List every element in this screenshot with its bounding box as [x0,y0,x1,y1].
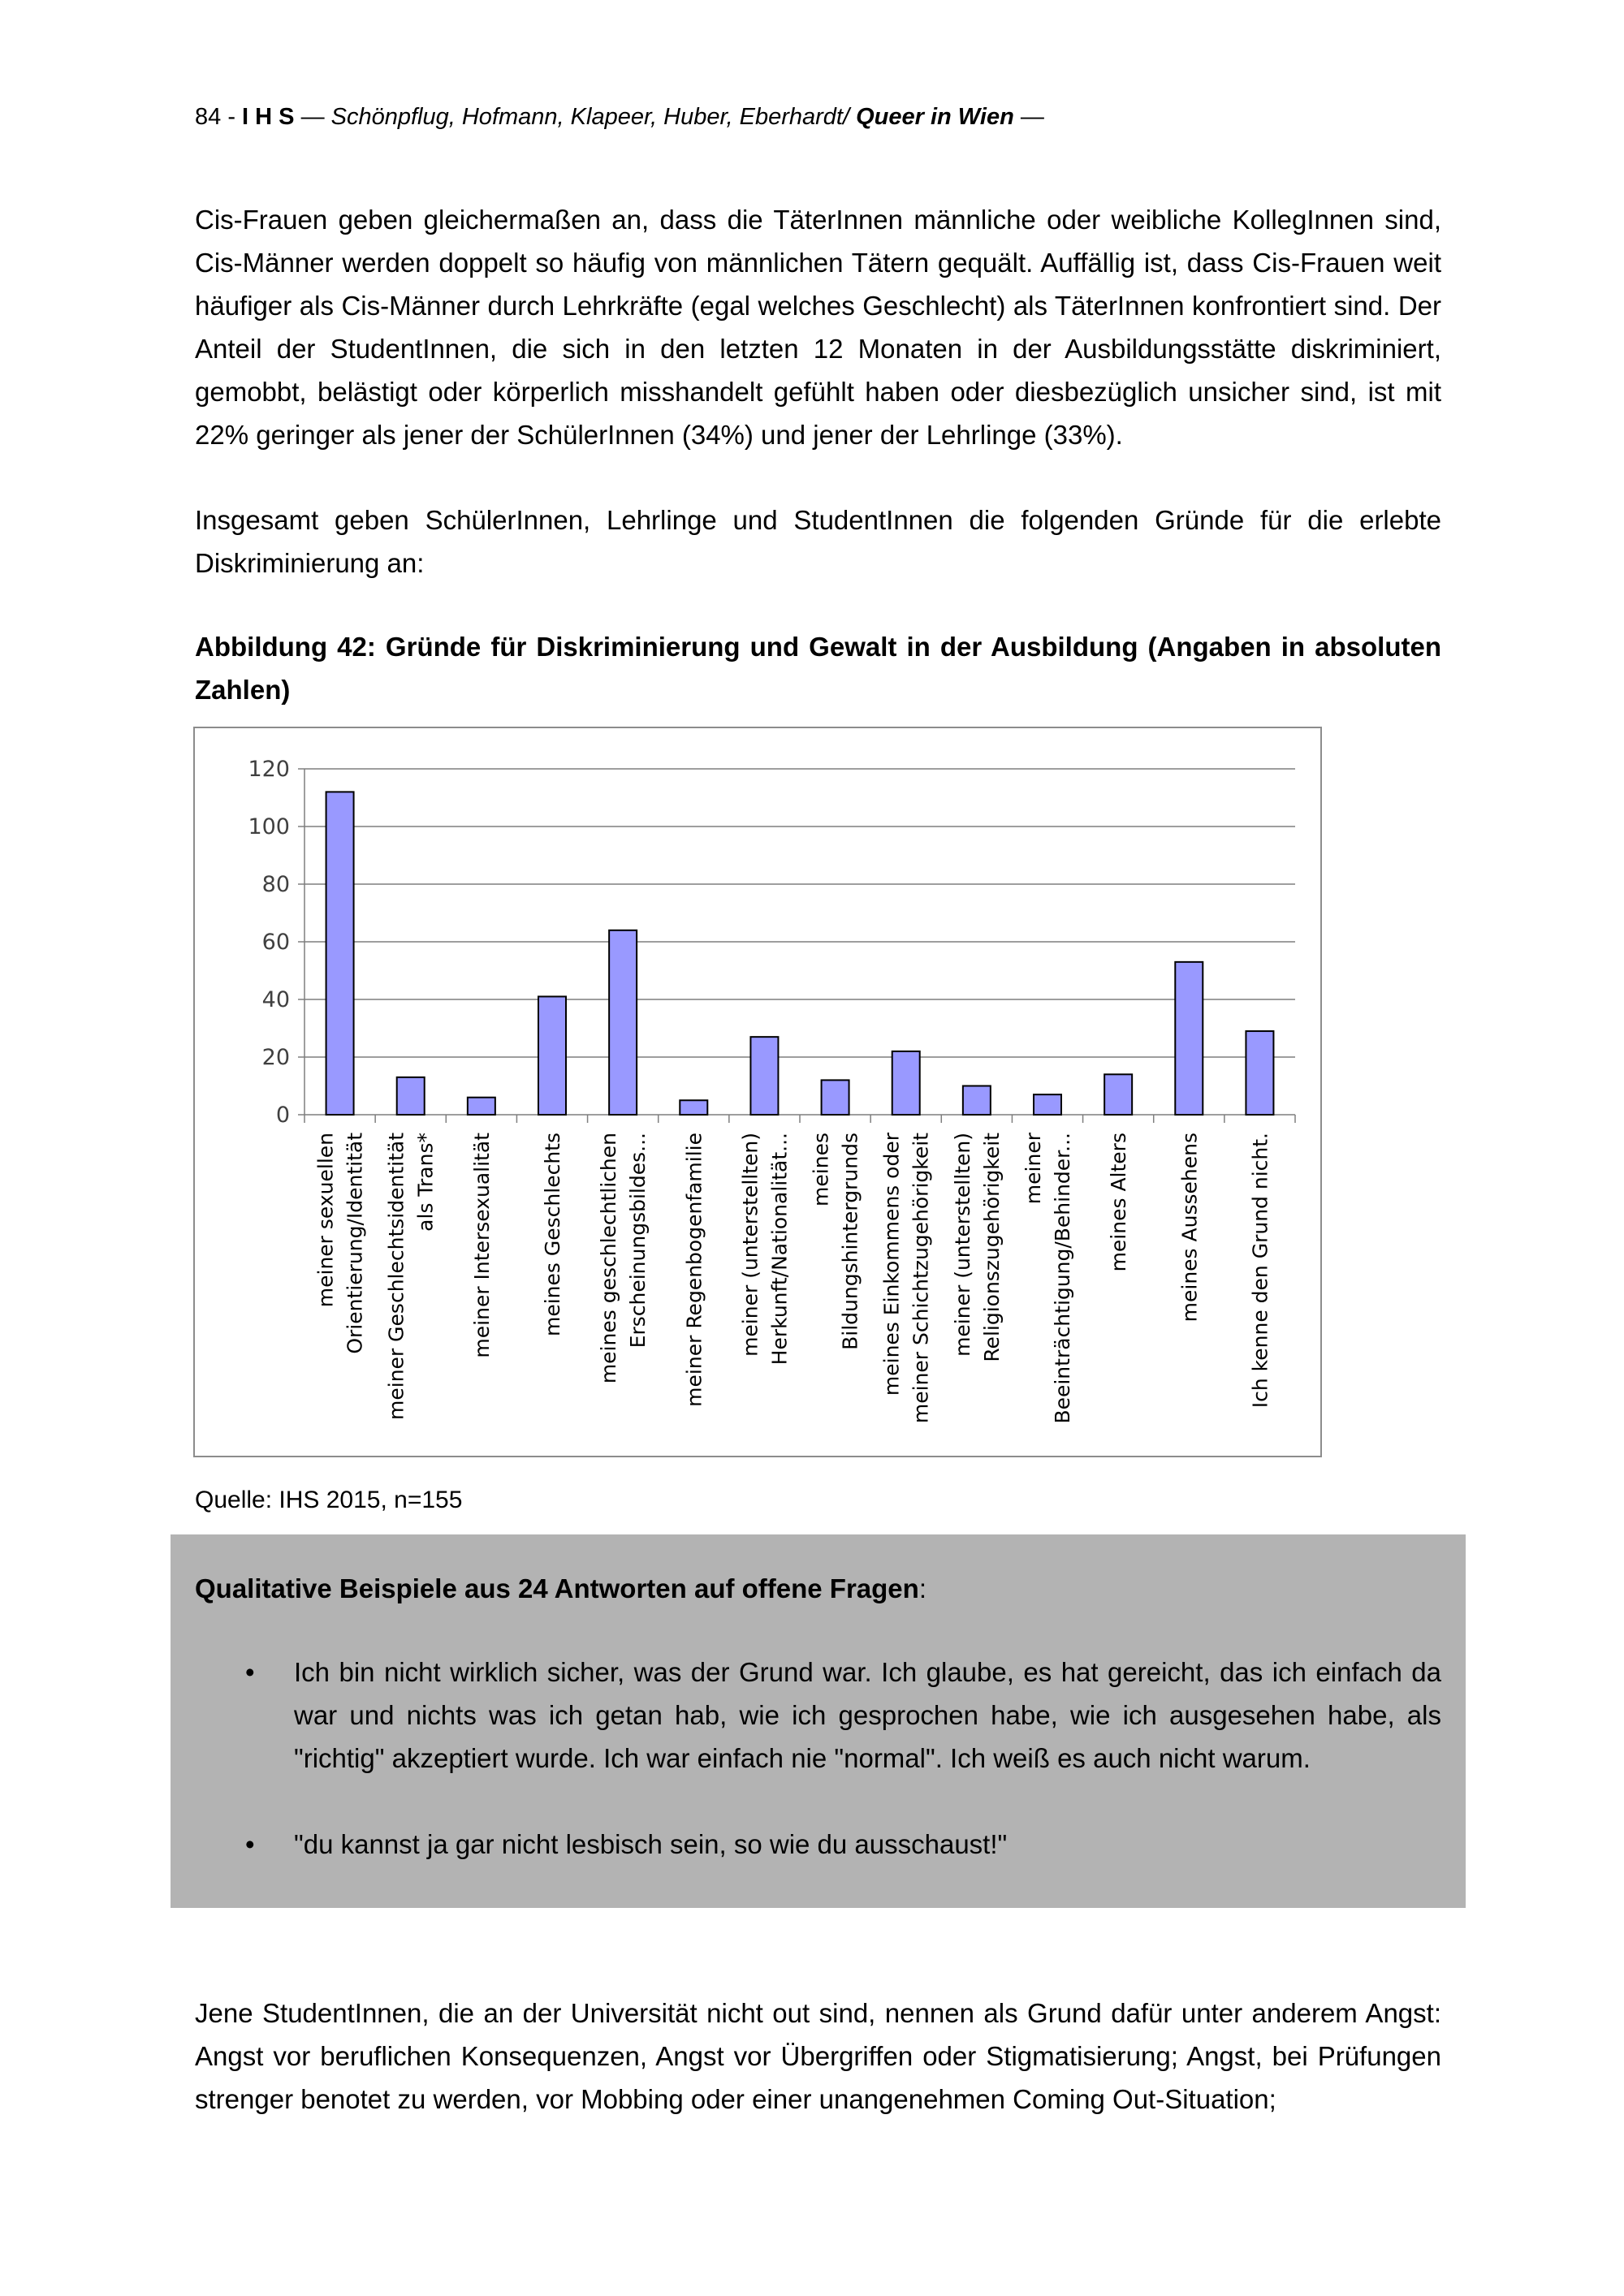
institute-name: I H S [242,104,295,130]
x-category-label: Herkunft/Nationalität... [767,1133,792,1366]
header-title: Queer in Wien [856,104,1014,130]
bar [397,1077,425,1115]
quote-item: Ich bin nicht wirklich sicher, was der Grund war. Ich glaube, es hat gereicht, das ich einfach da war und nichts was ich getan hab, wie ich gesprochen habe, wie ich ausgesehen habe, als "richtig" akzeptiert wurde. Ich war einfach nie "normal". Ich weiß es auch nicht warum. [294,1657,1441,1773]
header-authors: Schönpflug, Hofmann, Klapeer, Huber, Eberhardt/ [330,104,850,130]
x-category-label: Ich kenne den Grund nicht. [1248,1133,1272,1409]
x-category-label: Religionszugehörigkeit [979,1133,1004,1362]
qualitative-title [195,1567,926,1610]
bar [1104,1074,1132,1115]
y-tick-label: 60 [261,930,290,955]
x-category-label: Beeinträchtigung/Behinder... [1051,1133,1074,1424]
bullet-marker: • [245,1829,255,1859]
bar-chart-svg [195,728,1320,1456]
x-category-label: meines [809,1133,833,1206]
page-number: 84 - [195,104,235,130]
bar [1034,1094,1061,1115]
y-tick-label: 80 [261,872,290,897]
x-category-label: meiner sexuellen [313,1133,338,1308]
paragraph-reasons-intro: Insgesamt geben SchülerInnen, Lehrlinge und StudentInnen die folgenden Gründe für die erlebte Diskriminierung an: [195,505,1441,578]
x-category-label: Erscheinungsbildes... [626,1133,650,1349]
x-category-label: meines Aussehens [1177,1133,1202,1323]
bar [822,1080,849,1115]
x-category-label: meiner [1021,1133,1045,1205]
header-dash: — [300,104,325,130]
figure-caption: Abbildung 42: Gründe für Diskriminierung und Gewalt in der Ausbildung (Angaben in absoluten Zahlen) [195,632,1441,705]
x-category-label: als Trans* [413,1133,438,1232]
qualitative-title-bold: Qualitative Beispiele aus 24 Antworten auf offene Fragen [195,1573,919,1603]
qualitative-title-colon: : [918,1573,926,1603]
bar [963,1086,991,1116]
bar [468,1098,495,1115]
bar [609,930,637,1115]
x-category-label: meiner Schichtzugehörigkeit [909,1133,933,1424]
paragraph-students-not-out: Jene StudentInnen, die an der Universität nicht out sind, nennen als Grund dafür unter anderem Angst: Angst vor beruflichen Konsequenzen, Angst vor Übergriffen oder Stigmatisierung; Angst, bei Prüfungen strenger benotet zu werden, vor Mobbing oder einer unangenehmen Coming Out-Situation; [195,1998,1441,2114]
header-dash: — [1020,104,1044,130]
paragraph-cis-victims: Cis-Frauen geben gleichermaßen an, dass die TäterInnen männliche oder weibliche KollegInnen sind, Cis-Männer werden doppelt so häufig von männlichen Tätern gequält. Auffällig ist, dass Cis-Frauen weit häufiger als Cis-Männer durch Lehrkräfte (egal welches Geschlecht) als TäterInnen konfrontiert sind. Der Anteil der StudentInnen, die sich in den letzten 12 Monaten in der Ausbildungsstätte diskriminiert, gemobbt, belästigt oder körperlich misshandelt gefühlt haben oder diesbezüglich unsicher sind, ist mit 22% geringer als jener der SchülerInnen (34%) und jener der Lehrlinge (33%). [195,205,1441,450]
x-category-label: meiner (unterstellten) [738,1133,762,1357]
x-category-label: Orientierung/Identität [343,1133,367,1354]
bar [1246,1031,1273,1115]
y-tick-label: 0 [275,1103,290,1128]
bar [326,792,354,1115]
bar [750,1037,778,1115]
x-category-label: meiner Intersexualität [469,1133,494,1358]
bar [538,996,566,1115]
quote-item: "du kannst ja gar nicht lesbisch sein, so wie du ausschaust!" [294,1829,1008,1859]
bullet-marker: • [245,1657,255,1687]
x-category-label: meiner Regenbogenfamilie [682,1133,706,1407]
x-category-label: meiner Geschlechtsidentität [384,1133,408,1420]
y-tick-label: 120 [248,757,290,782]
x-category-label: meines geschlechtlichen [597,1133,621,1384]
y-tick-label: 100 [248,814,290,839]
x-category-label: meiner (unterstellten) [950,1133,974,1357]
x-category-label: Bildungshintergrunds [838,1133,862,1350]
y-tick-label: 20 [261,1045,290,1070]
bar [680,1100,707,1115]
figure-source: Quelle: IHS 2015, n=155 [195,1487,463,1513]
bar [1175,962,1203,1115]
y-tick-label: 40 [261,987,290,1012]
running-header [195,101,1044,133]
x-category-label: meines Geschlechts [541,1133,564,1336]
qualitative-examples-box [171,1534,1466,1908]
bar [892,1051,920,1115]
x-category-label: meines Einkommens oder [879,1133,904,1396]
bar-chart [193,727,1322,1457]
x-category-label: meines Alters [1107,1133,1131,1272]
